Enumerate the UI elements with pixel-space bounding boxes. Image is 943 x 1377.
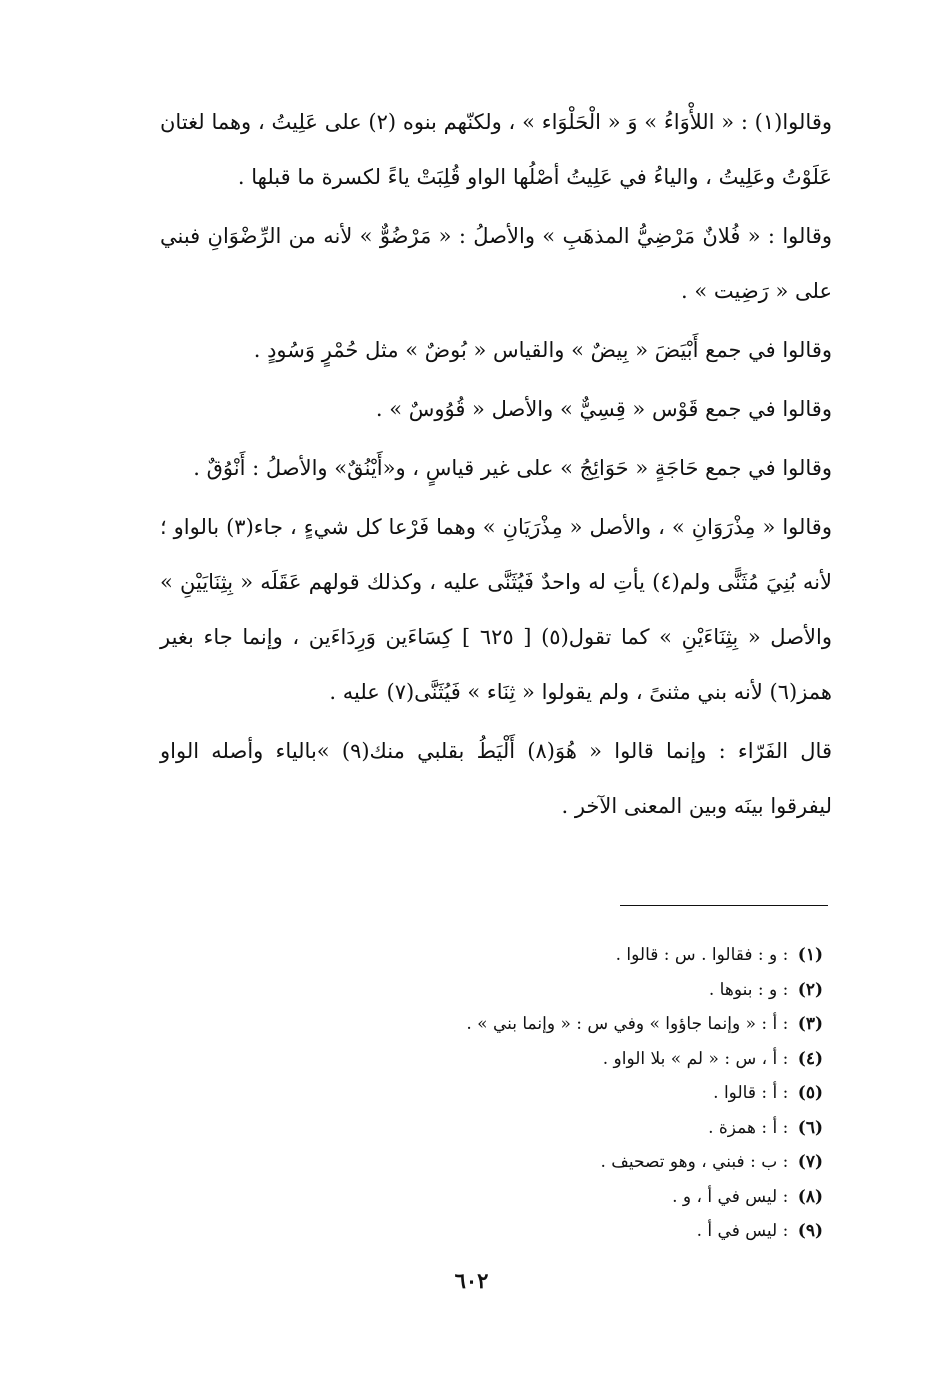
footnote-separator	[620, 905, 828, 906]
footnote-text: : ليس في أ .	[696, 1221, 789, 1241]
main-text	[160, 95, 832, 838]
footnote-number: (٢)	[797, 979, 823, 1000]
footnote-text: : ب : فبني ، وهو تصحيف .	[600, 1152, 789, 1172]
footnote-text: : أ : همزة .	[708, 1117, 789, 1138]
footnote-5	[263, 1076, 823, 1111]
footnote-number: (١)	[797, 945, 823, 965]
footnote-number: (٥)	[797, 1083, 823, 1103]
footnote-text: : أ ، س : « لم » بلا الواو .	[602, 1048, 789, 1069]
footnote-1	[263, 938, 823, 973]
footnote-3	[263, 1007, 823, 1042]
footnote-2	[263, 973, 823, 1008]
footnote-number: (٣)	[797, 1014, 823, 1034]
footnote-4	[263, 1042, 823, 1077]
paragraph-7: قال الفَرّاء : وإنما قالوا « هُوَ(٨) أَلْيَطُ بقلبي منك(٩) »بالياء وأصله الواو ليفرقوا بينَه وبين المعنى الآخر .	[160, 739, 832, 818]
paragraph-1: وقالوا(١) : « اللأْوَاءُ » وَ « الْحَلْوَاء » ، ولكنّهم بنوه (٢) على عَلِيتُ ، وهما لغتان عَلَوْتُ وعَلِيتُ ، والياءُ في عَلِيتُ أصْلُها الواو قُلِبَتْ ياءً لكسرة ما قبلها .	[160, 110, 833, 189]
footnote-8	[263, 1180, 823, 1215]
footnote-text: : و : فقالوا . س : قالوا .	[615, 945, 789, 965]
footnote-number: (٧)	[797, 1152, 823, 1172]
footnote-number: (٤)	[797, 1048, 823, 1069]
footnote-text: : ليس في أ ، و .	[672, 1186, 789, 1207]
footnote-text: : و : بنوها .	[708, 979, 789, 1000]
page-number: ٦٠٢	[454, 1268, 489, 1293]
paragraph-4: وقالوا في جمع قَوْس « قِسِيٌّ » والأصل « قُوُوسٌ » .	[375, 397, 832, 421]
footnotes	[263, 938, 823, 1249]
footnote-7	[263, 1145, 823, 1180]
paragraph-5: وقالوا في جمع حَاجَةٍ « حَوَائِجُ » على غير قياسٍ ، و«أَيْنُقٌ» والأصلُ : أَنْوُقٌ .	[193, 456, 832, 480]
footnote-number: (٨)	[797, 1186, 823, 1207]
footnote-text: : أ : « وإنما جاؤوا » وفي س : « وإنما بني » .	[466, 1014, 789, 1034]
footnote-text: : أ : قالوا .	[713, 1083, 789, 1103]
footnote-number: (٩)	[797, 1221, 823, 1241]
footnote-number: (٦)	[797, 1117, 823, 1138]
paragraph-3: وقالوا في جمع أَبْيَضَ « بِيضٌ » والقياس « بُوضٌ » مثل حُمْرٍ وَسُودٍ .	[253, 338, 832, 362]
footnote-9	[263, 1214, 823, 1249]
paragraph-2: وقالوا : « فُلانٌ مَرْضِيُّ المذهَبِ » والأصلُ : « مَرْضُوٌّ » لأنه من الرِّضْوَانِ فبني على « رَضِيت » .	[160, 224, 832, 303]
footnote-6	[263, 1111, 823, 1146]
paragraph-6: وقالوا « مِذْرَوَانِ » ، والأصل « مِذْرَيَانِ » وهما فَرْعا كل شيءٍ ، جاء(٣) بالواو ؛ لأنه بُنِيَ مُثَنًّى ولم(٤) يأتِ له واحدٌ فَيُثَنَّى عليه ، وكذلك قولهم عَقَلَه « بِثِنَايَيْنِ » والأصل « بِثِنَاءَيْنِ » كما تقول(٥) [ ٦٢٥ ] كِسَاءَين وَرِدَاءَين ، وإنما جاء بغير همز(٦) لأنه بني مثنىً ، ولم يقولوا « ثِنَاء » فَيُثَنَّى(٧) عليه .	[160, 515, 832, 704]
